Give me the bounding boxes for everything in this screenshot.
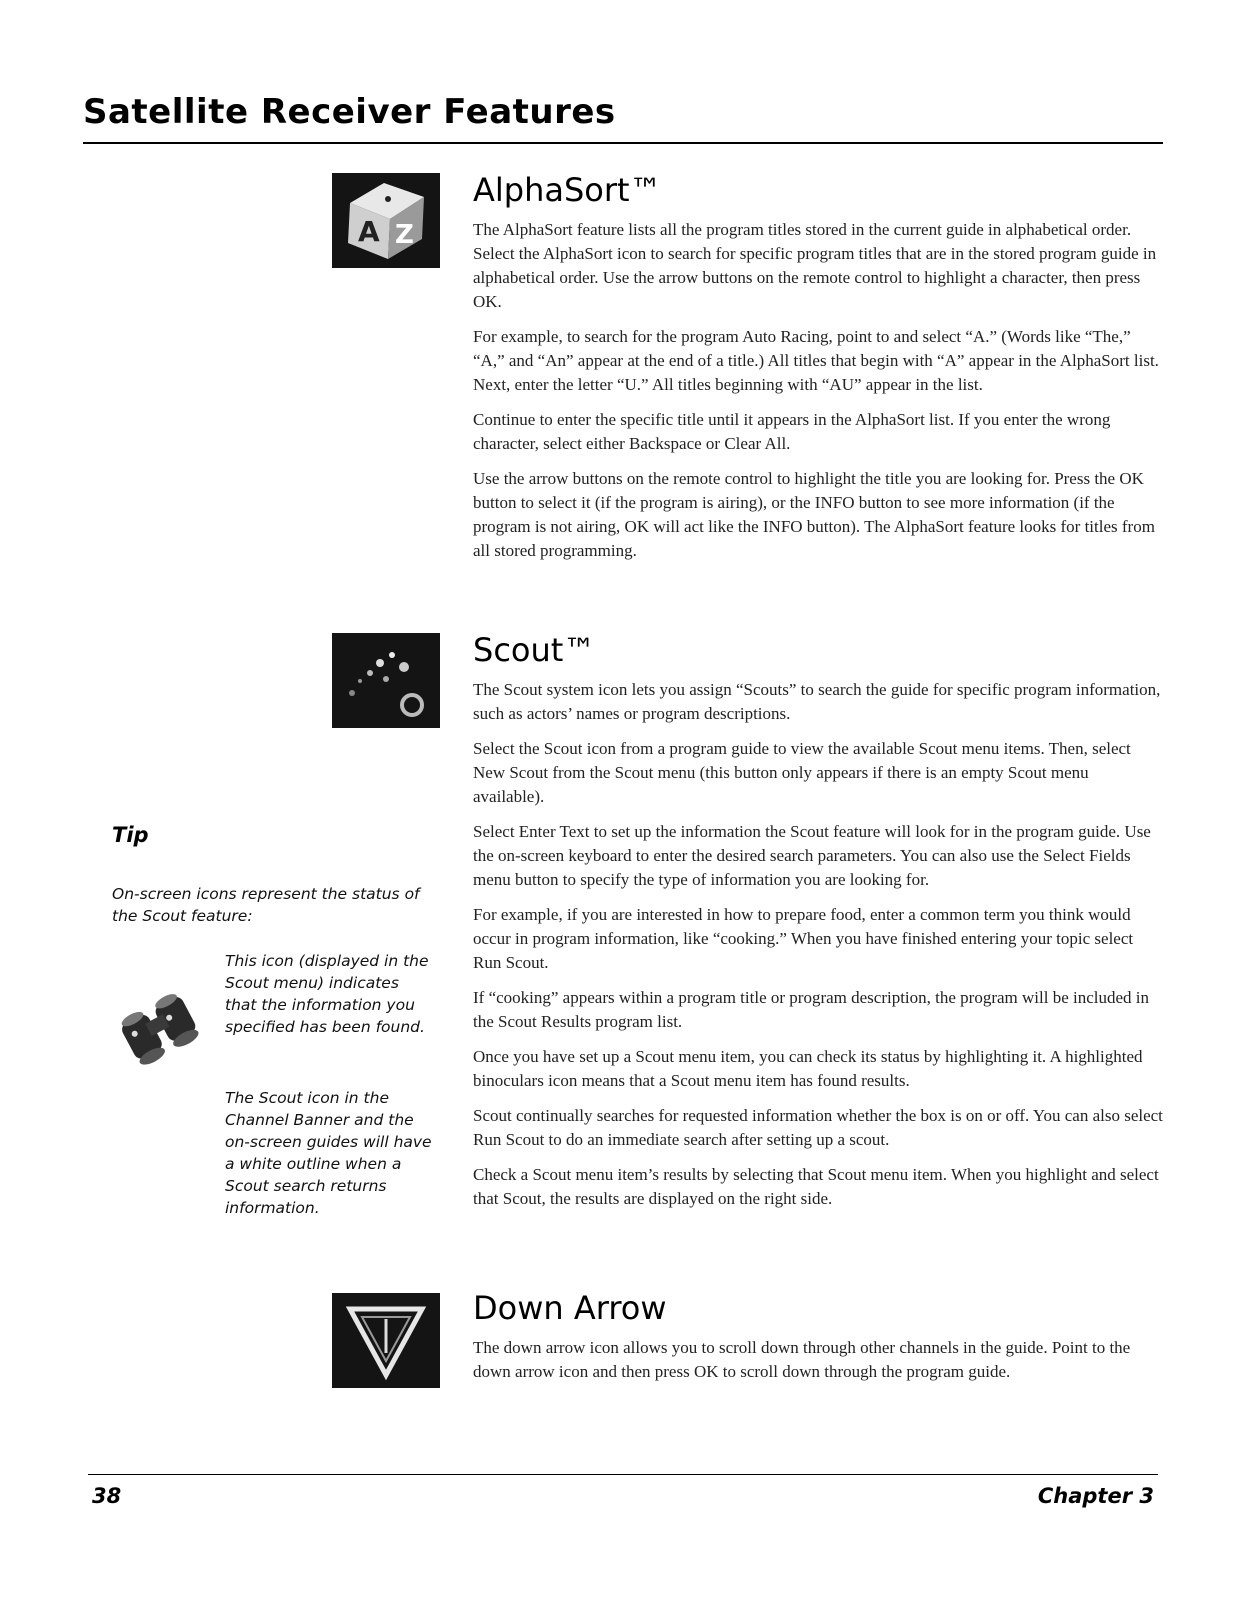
alphasort-paragraph: Use the arrow buttons on the remote control to highlight the title you are looking for. Press the OK button to select it (if the program is airing), or the INFO button to see more information (if the program is not airing, OK will act like the INFO button). The AlphaSort feature looks for titles from all stored programming. <box>473 469 1155 560</box>
alphasort-section <box>473 172 1163 574</box>
alphasort-heading: AlphaSort™ <box>473 171 662 209</box>
scout-paragraph: Select Enter Text to set up the information the Scout feature will look for in the program guide. Use the on-screen keyboard to enter the desired search parameters. You can also use the Select Fields menu button to specify the type of information you are looking for. <box>473 822 1151 889</box>
tip-intro: On-screen icons represent the status of the Scout feature: <box>112 885 420 925</box>
tip-icon-description: This icon (displayed in the Scout menu) indicates that the information you specified has been found. <box>225 952 429 1036</box>
page-title: Satellite Receiver Features <box>83 92 616 132</box>
alphasort-az-icon <box>332 173 440 268</box>
down-arrow-icon <box>332 1293 440 1388</box>
scout-paragraph: Check a Scout menu item’s results by selecting that Scout menu item. When you highlight and select that Scout, the results are displayed on the right side. <box>473 1165 1159 1208</box>
header-divider <box>83 142 1163 144</box>
binoculars-icon <box>104 985 216 1067</box>
scout-paragraph: The Scout system icon lets you assign “Scouts” to search the guide for specific program information, such as actors’ names or program descriptions. <box>473 680 1161 723</box>
scout-paragraph: For example, if you are interested in how to prepare food, enter a common term you think would occur in program information, like “cooking.” When you have finished entering your topic select Run Scout. <box>473 905 1134 972</box>
svg-text:A: A <box>358 215 380 248</box>
down-arrow-heading: Down Arrow <box>473 1289 667 1327</box>
page-number: 38 <box>92 1484 122 1508</box>
svg-text:Z: Z <box>395 220 414 250</box>
alphasort-paragraph: The AlphaSort feature lists all the program titles stored in the current guide in alphabetical order. Select the AlphaSort icon to search for specific program titles that are in the stored program guide in alphabetical order. Use the arrow buttons on the remote control to highlight a character, then press OK. <box>473 220 1157 311</box>
tip-outline-note: The Scout icon in the Channel Banner and the on-screen guides will have a white outline when a Scout search returns information. <box>225 1089 432 1217</box>
down-arrow-paragraph: The down arrow icon allows you to scroll down through other channels in the guide. Point to the down arrow icon and then press OK to scroll down through the program guide. <box>473 1338 1131 1381</box>
down-arrow-section <box>473 1290 1163 1395</box>
scout-paragraph: Once you have set up a Scout menu item, you can check its status by highlighting it. A highlighted binoculars icon means that a Scout menu item has found results. <box>473 1047 1143 1090</box>
scout-binoculars-icon <box>332 633 440 728</box>
scout-section <box>473 632 1163 1222</box>
scout-paragraph: If “cooking” appears within a program title or program description, the program will be included in the Scout Results program list. <box>473 988 1150 1031</box>
scout-paragraph: Select the Scout icon from a program guide to view the available Scout menu items. Then, select New Scout from the Scout menu (this button only appears if there is an empty Scout menu available). <box>473 739 1131 806</box>
alphasort-paragraph: For example, to search for the program Auto Racing, point to and select “A.” (Words like “The,” “A,” and “An” appear at the end of a title.) All titles that begin with “A” appear in the AlphaSort list. Next, enter the letter “U.” All titles beginning with “AU” appear in the list. <box>473 327 1159 394</box>
footer-divider <box>88 1474 1158 1475</box>
scout-heading: Scout™ <box>473 631 596 669</box>
scout-paragraph: Scout continually searches for requested information whether the box is on or off. You can also select Run Scout to do an immediate search after setting up a scout. <box>473 1106 1163 1149</box>
chapter-label: Chapter 3 <box>1037 1484 1154 1508</box>
tip-label: Tip <box>112 823 149 847</box>
alphasort-paragraph: Continue to enter the specific title until it appears in the AlphaSort list. If you enter the wrong character, select either Backspace or Clear All. <box>473 410 1111 453</box>
